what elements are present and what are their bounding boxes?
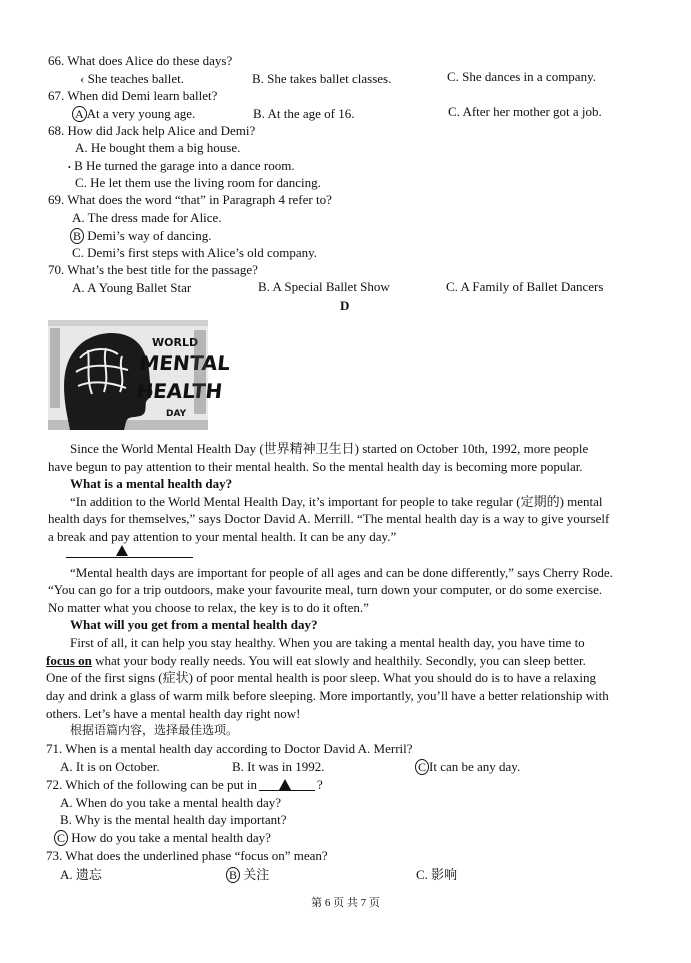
svg-text:MENTAL: MENTAL [138,351,232,375]
question-73-option-c: C. 影响 [416,867,458,882]
question-68-option-c: C. He let them use the living room for dancing. [75,175,321,190]
passage-p4-line2 [46,652,586,669]
passage-p4-line3: One of the first signs (症状) of poor mental health is poor sleep. What you should do is to have a relaxing [46,670,596,685]
svg-text:WORLD: WORLD [152,336,199,349]
question-66-option-c: C. She dances in a company. [447,69,596,84]
question-68-option-a: A. He bought them a big house. [75,140,241,155]
question-68-stem: 68. How did Jack help Alice and Demi? [48,123,256,138]
option-text: It can be any day. [429,759,521,774]
question-70-option-c: C. A Family of Ballet Dancers [446,279,604,294]
section-label: D [340,298,350,313]
triangle-icon [116,545,128,556]
option-text: Demi’s way of dancing. [87,228,212,243]
question-72-stem [46,776,323,793]
question-72-option-b: B. Why is the mental health day important? [60,812,287,827]
question-67-option-b: B. At the age of 16. [253,106,355,121]
blank-line [66,557,193,558]
circled-answer-c: C [54,830,68,846]
mental-health-head-logo-icon [48,320,232,430]
question-73-stem: 73. What does the underlined phase “focus on” mean? [46,848,328,863]
underlined-phrase: focus on [46,653,92,668]
passage-p3-line2: “You can go for a trip outdoors, make your favourite meal, turn down your computer, or do some exercise. [48,582,603,597]
question-72-option-a: A. When do you take a mental health day? [60,795,282,810]
question-67-option-a [72,105,195,123]
question-73-option-b [226,866,269,884]
circled-answer-b: B [226,867,240,883]
blank-line [259,778,315,791]
passage-p4-line1: First of all, it can help you stay healthy. When you are taking a mental health day, you have time to [70,635,585,650]
question-73-option-a: A. 遗忘 [60,867,102,882]
passage-p3-line3: No matter what you choose to relax, the key is to do it often.” [48,600,369,615]
question-69-option-b [70,227,211,245]
question-72-option-c [54,829,271,847]
question-70-stem: 70. What’s the best title for the passage? [48,262,258,277]
passage-heading-1: What is a mental health day? [70,476,233,491]
question-66-option-a: ‹ She teaches ballet. [80,71,184,86]
question-69-option-c: C. Demi’s first steps with Alice’s old company. [72,245,318,260]
check-mark-icon: • [68,163,71,172]
question-71-option-b: B. It was in 1992. [232,759,325,774]
passage-p3-line1: “Mental health days are important for people of all ages and can be done differently,” says Cherry Rode. [70,565,613,580]
svg-text:HEALTH: HEALTH [135,379,224,403]
instruction-text: 根据语篇内容，选择最佳选项。 [70,723,239,737]
question-69-option-a: A. The dress made for Alice. [72,210,222,225]
question-66-option-b: B. She takes ballet classes. [252,71,392,86]
option-text: How do you take a mental health day? [71,830,271,845]
line-text: what your body really needs. You will eat slowly and healthily. Secondly, you can sleep better. [91,653,586,668]
question-70-option-a: A. A Young Ballet Star [72,280,192,295]
page-footer: 第 6 页 共 7 页 [311,897,380,909]
circled-answer-c: C [415,759,429,775]
question-71-option-c [415,758,520,776]
question-66-stem: 66. What does Alice do these days? [48,53,233,68]
passage-heading-2: What will you get from a mental health day? [70,617,318,632]
question-67-stem: 67. When did Demi learn ballet? [48,88,218,103]
circled-answer-a: A [72,106,87,122]
question-71-stem: 71. When is a mental health day according to Doctor David A. Merril? [46,741,413,756]
passage-p4-line4: day and drink a glass of warm milk before sleeping. More importantly, you’ll have a better relationship with [46,688,609,703]
stem-text: 72. Which of the following can be put in [46,777,257,792]
option-text: At a very young age. [86,106,196,121]
passage-p2-line2: health days for themselves,” says Doctor David A. Merrill. “The mental health day is a way to give yourself [48,511,610,526]
passage-p4-line5: others. Let’s have a mental health day right now! [46,706,301,721]
question-69-stem: 69. What does the word “that” in Paragraph 4 refer to? [48,192,332,207]
question-71-option-a: A. It is on October. [60,759,160,774]
passage-p2-line1: “In addition to the World Mental Health Day, it’s important for people to take regular (定期的) mental [70,494,603,509]
svg-text:DAY: DAY [166,409,187,419]
option-text: She teaches ballet. [87,71,184,86]
option-text: 关注 [243,867,270,882]
passage-p1-line1: Since the World Mental Health Day (世界精神卫生日) started on October 10th, 1992, more people [70,441,589,456]
stem-text: ? [316,777,323,792]
passage-p2-line3: a break and pay attention to your mental health. It can be any day.” [48,529,397,544]
option-text: B He turned the garage into a dance room. [74,158,295,173]
question-70-option-b: B. A Special Ballet Show [258,279,390,294]
circled-answer-b: B [70,228,84,244]
question-67-option-c: C. After her mother got a job. [448,104,602,119]
passage-p1-line2: have begun to pay attention to their mental health. So the mental health day is becoming more popular. [48,459,583,474]
triangle-icon [279,779,291,790]
